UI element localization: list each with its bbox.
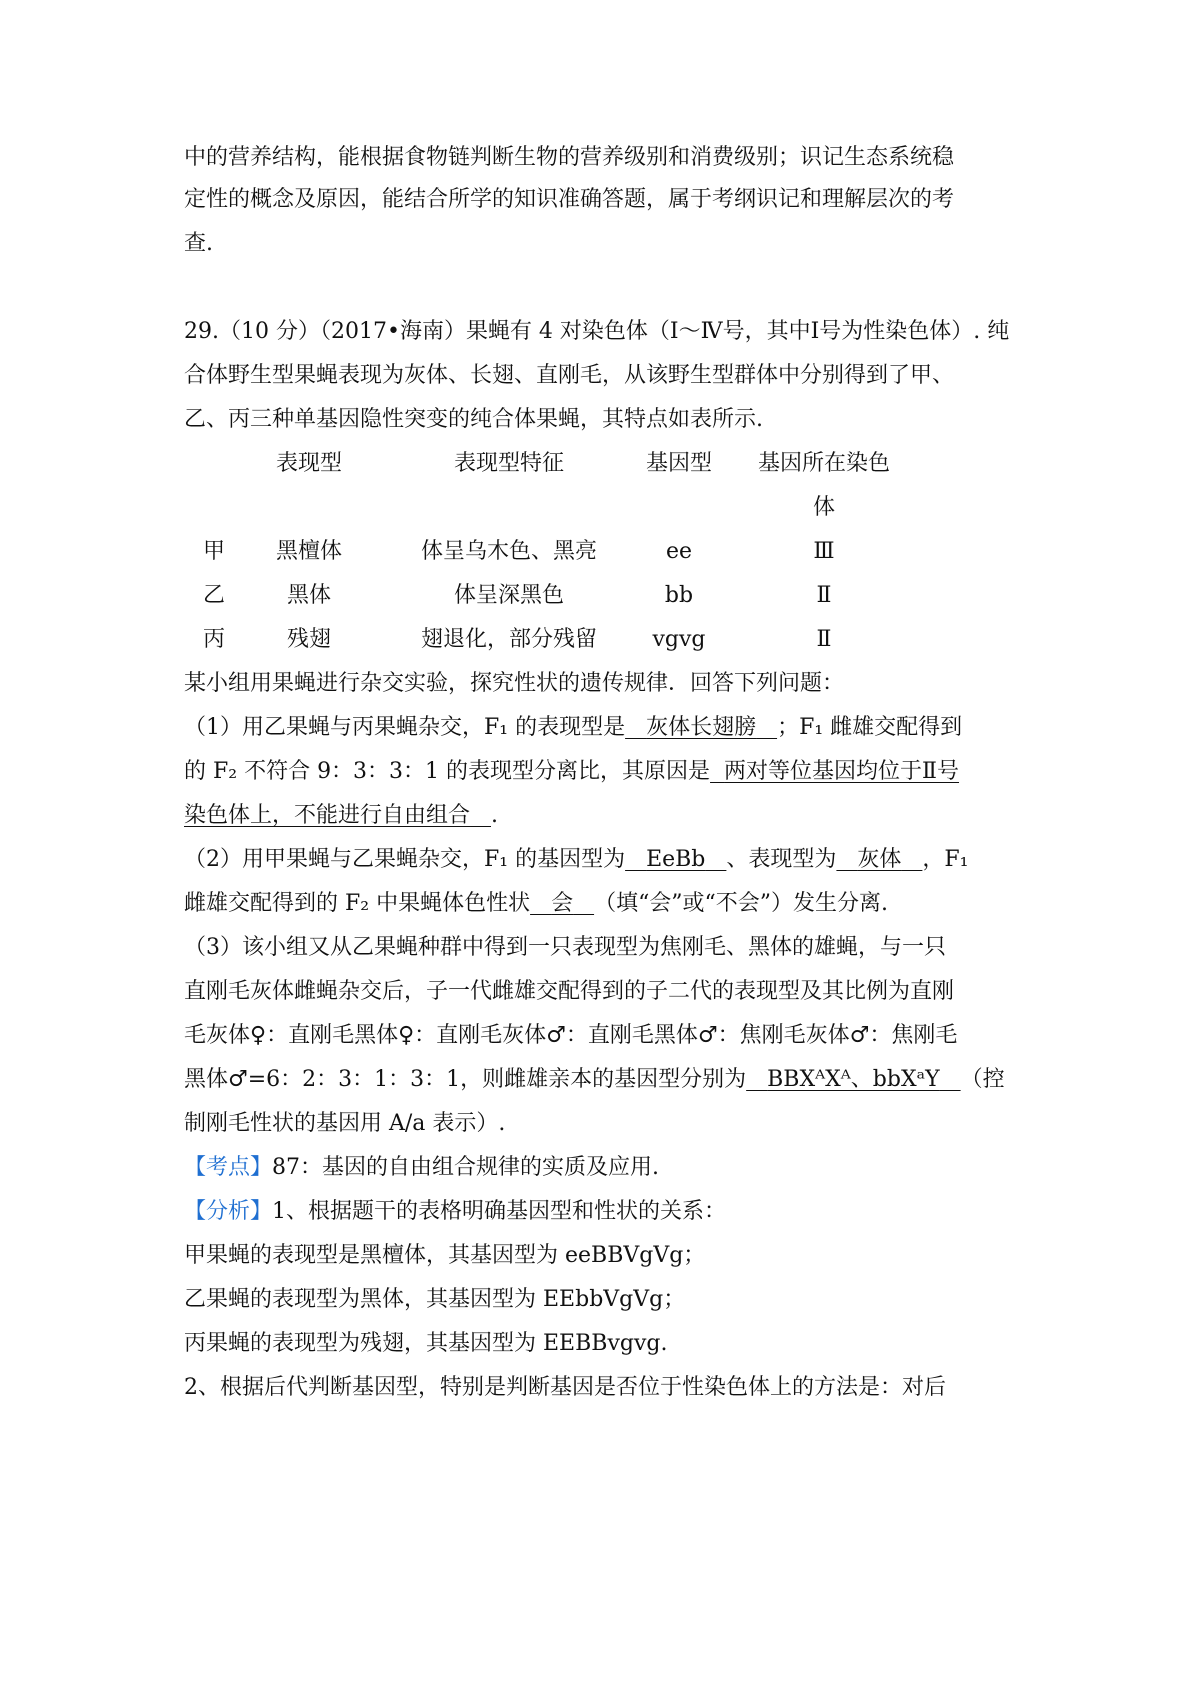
fenxi-line-3: 乙果蝇的表现型为黑体，其基因型为 EEbbVgVg；: [184, 1287, 686, 1312]
q3-answer: BBXᴬXᴬ、bbXᵃY: [767, 1067, 940, 1092]
q1-answer-2a: 两对等位基因均位于Ⅱ号: [724, 759, 960, 784]
q2-text-e: （填“会”或“不会”）发生分离.: [594, 891, 889, 916]
q2-text-b: 、表现型为: [726, 847, 837, 872]
intro-line-3: 查.: [184, 231, 213, 256]
prompt-text: 某小组用果蝇进行杂交实验，探究性状的遗传规律．回答下列问题：: [184, 671, 845, 696]
table-row-phenotype: 黑体: [286, 583, 331, 608]
q2-answer-1: EeBb: [646, 847, 706, 872]
table-row-name: 乙: [202, 583, 225, 608]
q1-text-b: ；F₁ 雌雄交配得到: [777, 715, 963, 740]
fenxi-line-1: [184, 1194, 726, 1230]
table-row-chromosome: Ⅱ: [816, 583, 832, 608]
table-row-phenotype: 黑檀体: [275, 539, 342, 564]
intro-line-1: 中的营养结构，能根据食物链判断生物的营养级别和消费级别；识记生态系统稳: [184, 145, 955, 170]
table-row-genotype: bb: [664, 583, 694, 608]
table-header-feature: 表现型特征: [453, 451, 564, 476]
question-line-3: 乙、丙三种单基因隐性突变的纯合体果蝇，其特点如表所示.: [184, 407, 763, 432]
question-3-line-5: 制刚毛性状的基因用 A/a 表示）.: [184, 1111, 506, 1136]
q2-answer-2: 灰体: [857, 847, 902, 872]
table-row-chromosome: Ⅱ: [816, 627, 832, 652]
question-3-line-4: [184, 1062, 1005, 1098]
table-row-feature: 翅退化，部分残留: [420, 627, 597, 652]
question-1-line-2: [184, 754, 959, 790]
q2-text-a: （2）用甲果蝇与乙果蝇杂交，F₁ 的基因型为: [184, 847, 626, 872]
fenxi-tag: 【分析】: [184, 1199, 273, 1224]
fenxi-text: 1、根据题干的表格明确基因型和性状的关系：: [272, 1199, 727, 1224]
fenxi-line-4: 丙果蝇的表现型为残翅，其基因型为 EEBBvgvg.: [184, 1331, 668, 1356]
table-row-name: 丙: [202, 627, 225, 652]
table-row-feature: 体呈深黑色: [453, 583, 564, 608]
question-1-line-3: [184, 798, 498, 834]
table-header-chromosome-wrap: 体: [812, 495, 835, 520]
kaodian-line: [184, 1150, 659, 1186]
kaodian-text: 87：基因的自由组合规律的实质及应用.: [272, 1155, 660, 1180]
q1-answer-2b: 染色体上，不能进行自由组合: [184, 803, 471, 828]
fenxi-line-5: 2、根据后代判断基因型，特别是判断基因是否位于性染色体上的方法是：对后: [184, 1375, 946, 1400]
q3-text-a: 黑体♂=6：2：3：1：3：1，则雌雄亲本的基因型分别为: [184, 1067, 747, 1092]
question-3-line-2: 直刚毛灰体雌蝇杂交后，子一代雌雄交配得到的子二代的表现型及其比例为直刚: [184, 979, 955, 1004]
q2-answer-3: 会: [551, 891, 574, 916]
table-row-chromosome: Ⅲ: [813, 539, 835, 564]
table-row-name: 甲: [202, 539, 225, 564]
intro-line-2: 定性的概念及原因，能结合所学的知识准确答题，属于考纲识记和理解层次的考: [184, 187, 955, 212]
table-row-genotype: vgvg: [652, 627, 706, 652]
fenxi-line-2: 甲果蝇的表现型是黑檀体，其基因型为 eeBBVgVg；: [184, 1243, 706, 1268]
question-line-2: 合体野生型果蝇表现为灰体、长翅、直刚毛，从该野生型群体中分别得到了甲、: [184, 363, 955, 388]
table-row-feature: 体呈乌木色、黑亮: [420, 539, 597, 564]
q1-answer-1: 灰体长翅膀: [646, 715, 757, 740]
table-header-genotype: 基因型: [645, 451, 712, 476]
table-header-chromosome: 基因所在染色: [757, 451, 890, 476]
table-row-genotype: ee: [665, 539, 693, 564]
question-2-line-1: [184, 842, 968, 878]
q2-text-d: 雌雄交配得到的 F₂ 中果蝇体色性状: [184, 891, 531, 916]
q1-text-d: .: [491, 803, 498, 828]
q1-text-a: （1）用乙果蝇与丙果蝇杂交，F₁ 的表现型是: [184, 715, 626, 740]
question-1-line-1: [184, 710, 962, 746]
q1-text-c: 的 F₂ 不符合 9：3：3：1 的表现型分离比，其原因是: [184, 759, 711, 784]
kaodian-tag: 【考点】: [184, 1155, 273, 1180]
table-header-phenotype: 表现型: [275, 451, 342, 476]
q3-text-b: （控: [960, 1067, 1005, 1092]
question-line-1: 29.（10 分）（2017•海南）果蝇有 4 对染色体（Ⅰ～Ⅳ号，其中Ⅰ号为性染色体）. 纯: [184, 319, 1010, 344]
question-3-line-1: （3）该小组又从乙果蝇种群中得到一只表现型为焦刚毛、黑体的雄蝇，与一只: [184, 935, 946, 960]
question-2-line-2: [184, 886, 888, 922]
question-3-line-3: 毛灰体♀：直刚毛黑体♀：直刚毛灰体♂：直刚毛黑体♂：焦刚毛灰体♂：焦刚毛: [184, 1023, 958, 1048]
q2-text-c: ，F₁: [922, 847, 969, 872]
table-row-phenotype: 残翅: [286, 627, 331, 652]
